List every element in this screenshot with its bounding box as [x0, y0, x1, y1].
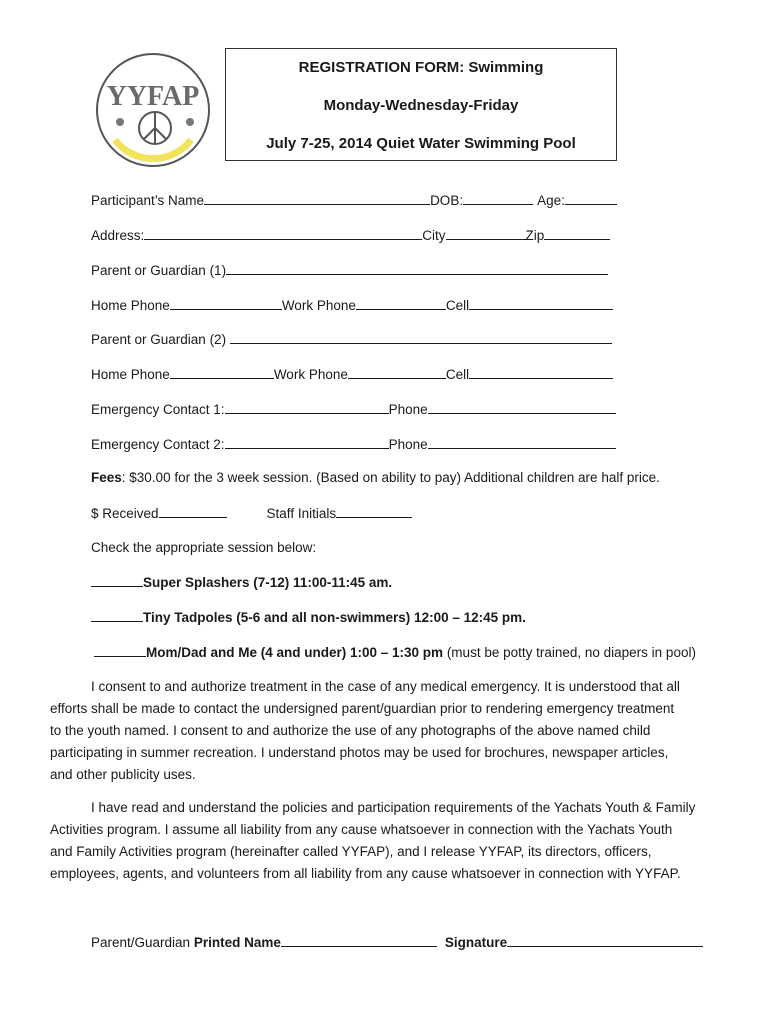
- home-phone2-label: Home Phone: [91, 367, 170, 382]
- address-field[interactable]: [144, 227, 422, 240]
- staff-initials-field[interactable]: [336, 505, 412, 518]
- emergency1-label: Emergency Contact 1:: [91, 402, 225, 417]
- address-label: Address:: [91, 228, 145, 243]
- guardian2-field[interactable]: [230, 331, 612, 344]
- fees-label: Fees: [91, 470, 122, 485]
- dob-label: DOB:: [430, 193, 464, 208]
- zip-field[interactable]: [544, 227, 610, 240]
- session-option-3-checkline[interactable]: [94, 644, 146, 657]
- form-title: REGISTRATION FORM: Swimming: [298, 59, 544, 76]
- signature-label: Signature: [444, 935, 508, 950]
- participant-row: [91, 192, 617, 208]
- guardian1-label: Parent or Guardian (1): [91, 263, 227, 278]
- guardian2-row: [91, 331, 612, 347]
- city-field[interactable]: [446, 227, 526, 240]
- dob-field[interactable]: [463, 192, 533, 205]
- waiver-line: Activities program. I assume all liability from any cause whatsoever in connection with the Yachats Youth: [50, 822, 673, 837]
- emergency2-phone-label: Phone: [388, 437, 428, 452]
- fees-row: [91, 470, 660, 485]
- work-phone2-label: Work Phone: [273, 367, 348, 382]
- work-phone2-field[interactable]: [348, 366, 446, 379]
- home-phone2-field[interactable]: [170, 366, 274, 379]
- session-option-3-note: (must be potty trained, no diapers in pool): [443, 645, 696, 660]
- session-instruction: Check the appropriate session below:: [91, 540, 317, 555]
- consent-paragraph: [50, 676, 718, 786]
- signature-row: [91, 934, 703, 950]
- session-option-1-label: Super Splashers (7-12) 11:00-11:45 am.: [143, 575, 393, 590]
- waiver-paragraph: [50, 797, 718, 885]
- consent-line: efforts shall be made to contact the undersigned parent/guardian prior to rendering emergency treatment: [50, 701, 675, 716]
- age-field[interactable]: [565, 192, 617, 205]
- guardian1-field[interactable]: [226, 262, 608, 275]
- emergency2-row: [91, 436, 616, 452]
- waiver-line: I have read and understand the policies and participation requirements of the Yachats Youth & Family: [91, 800, 696, 815]
- form-days: Monday-Wednesday-Friday: [323, 97, 519, 114]
- session-option-2-checkline[interactable]: [91, 609, 143, 622]
- session-option-1: [91, 574, 392, 590]
- cell2-label: Cell: [445, 367, 470, 382]
- emergency1-phone-field[interactable]: [428, 401, 616, 414]
- printed-name-field[interactable]: [281, 934, 437, 947]
- svg-text:YYFAP: YYFAP: [106, 81, 200, 112]
- waiver-line: and Family Activities program (hereinafter called YYFAP), and I release YYFAP, its directors, officers,: [50, 844, 652, 859]
- consent-line: to the youth named. I consent to and authorize the use of any photographs of the above named child: [50, 723, 651, 738]
- signature-field[interactable]: [507, 934, 703, 947]
- cell1-label: Cell: [445, 298, 470, 313]
- received-label: $ Received: [91, 506, 159, 521]
- fees-text: : $30.00 for the 3 week session. (Based on ability to pay) Additional children are half price.: [121, 470, 660, 485]
- home-phone1-label: Home Phone: [91, 298, 170, 313]
- city-label: City: [422, 228, 446, 243]
- emergency1-phone-label: Phone: [388, 402, 428, 417]
- yyfap-logo-icon: [93, 50, 213, 170]
- work-phone1-label: Work Phone: [281, 298, 356, 313]
- received-row: [91, 505, 412, 521]
- emergency1-field[interactable]: [225, 401, 389, 414]
- consent-line: I consent to and authorize treatment in the case of any medical emergency. It is understood that all: [91, 679, 680, 694]
- form-header-box: [225, 48, 617, 161]
- emergency1-row: [91, 401, 616, 417]
- session-option-3-label: Mom/Dad and Me (4 and under) 1:00 – 1:30 pm: [146, 645, 444, 660]
- emergency2-label: Emergency Contact 2:: [91, 437, 225, 452]
- zip-label: Zip: [525, 228, 545, 243]
- cell2-field[interactable]: [469, 366, 613, 379]
- signature-prefix: Parent/Guardian: [91, 935, 194, 950]
- consent-line: and other publicity uses.: [50, 767, 196, 782]
- cell1-field[interactable]: [469, 297, 613, 310]
- participant-name-label: Participant’s Name: [91, 193, 205, 208]
- form-dates: July 7-25, 2014 Quiet Water Swimming Pool: [266, 135, 576, 152]
- work-phone1-field[interactable]: [356, 297, 446, 310]
- session-option-2-label: Tiny Tadpoles (5-6 and all non-swimmers) 12:00 – 12:45 pm.: [143, 610, 526, 625]
- printed-name-label: Printed Name: [193, 935, 281, 950]
- session-option-1-checkline[interactable]: [91, 574, 143, 587]
- session-option-2: [91, 609, 526, 625]
- waiver-line: employees, agents, and volunteers from all liability from any cause whatsoever in connection with YYFAP.: [50, 866, 681, 881]
- received-field[interactable]: [159, 505, 227, 518]
- home-phone1-field[interactable]: [170, 297, 282, 310]
- guardian1-row: [91, 262, 608, 278]
- guardian2-label: Parent or Guardian (2): [91, 332, 230, 347]
- participant-name-field[interactable]: [204, 192, 430, 205]
- phones1-row: [91, 297, 613, 313]
- phones2-row: [91, 366, 613, 382]
- consent-line: participating in summer recreation. I understand photos may be used for brochures, newspaper articles,: [50, 745, 669, 760]
- emergency2-phone-field[interactable]: [428, 436, 616, 449]
- staff-initials-label: Staff Initials: [266, 506, 337, 521]
- emergency2-field[interactable]: [225, 436, 389, 449]
- address-row: [91, 227, 610, 243]
- session-option-3: [94, 644, 696, 660]
- age-label: Age:: [537, 193, 565, 208]
